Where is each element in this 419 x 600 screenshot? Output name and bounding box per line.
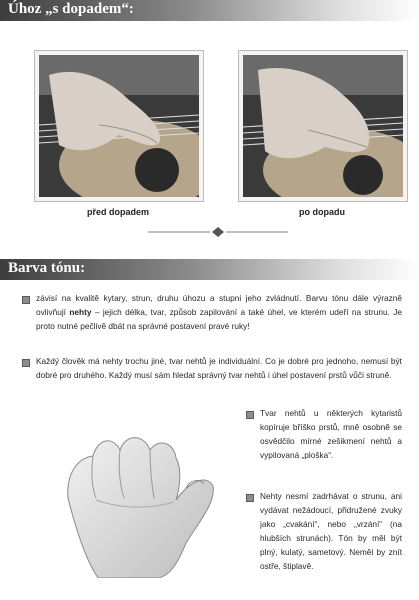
paragraph-sound-quality: [36, 291, 402, 333]
ornament-divider: [148, 225, 288, 239]
text-segment: – jejich délka, tvar, způsob zapilování a také úhel, ve kterém udeří na strunu. Je proto nutné pečlivě dbát na správné postavení pravé ruky!: [36, 307, 402, 331]
section-header-barva: [0, 259, 419, 280]
caption-before: před dopadem: [86, 207, 149, 217]
section-header-uhoz: [0, 0, 419, 21]
section-title: Úhoz „s dopadem“:: [8, 1, 134, 17]
caption-after: po dopadu: [299, 207, 345, 217]
bold-term: nehty: [69, 307, 92, 317]
photo-after-strike: [238, 50, 408, 202]
bullet-icon: [22, 296, 30, 304]
section-title: Barva tónu:: [8, 260, 86, 276]
paragraph-nail-shape: Tvar nehtů u některých kytaristů kopíruje bříško prstů, mně osobně se osvědčilo mírné zešikmení nehtů a vypilovaná „ploška“.: [260, 408, 402, 460]
bullet-icon: [246, 494, 254, 502]
paragraph-nails-individual: Každý člověk má nehty trochu jiné, tvar nehtů je individuální. Co je dobré pro jednoho, nemusí být dobré pro druhého. Každý musí sám hledat správný tvar nehtů i úhel postavení prstů vůči struně.: [36, 356, 402, 380]
bullet-icon: [246, 411, 254, 419]
text-segment: závisí na kvalitě kytary, strun, druhu úhozu a stupni jeho zvládnutí. Barvu tónu dále výrazně ovlivňují: [36, 293, 402, 317]
hand-illustration: [58, 428, 218, 578]
paragraph-nail-sound: Nehty nesmí zadrhávat o strunu, ani vydávat nežádoucí, přidružené zvuky jako „cvakání“, nebo „vrzání“ (na hlubších strunách). Tón by měl být plný, kulatý, sametový. Neměl by znít ostře, štiplavě.: [260, 491, 402, 571]
bullet-icon: [22, 359, 30, 367]
photo-before-strike: [34, 50, 204, 202]
